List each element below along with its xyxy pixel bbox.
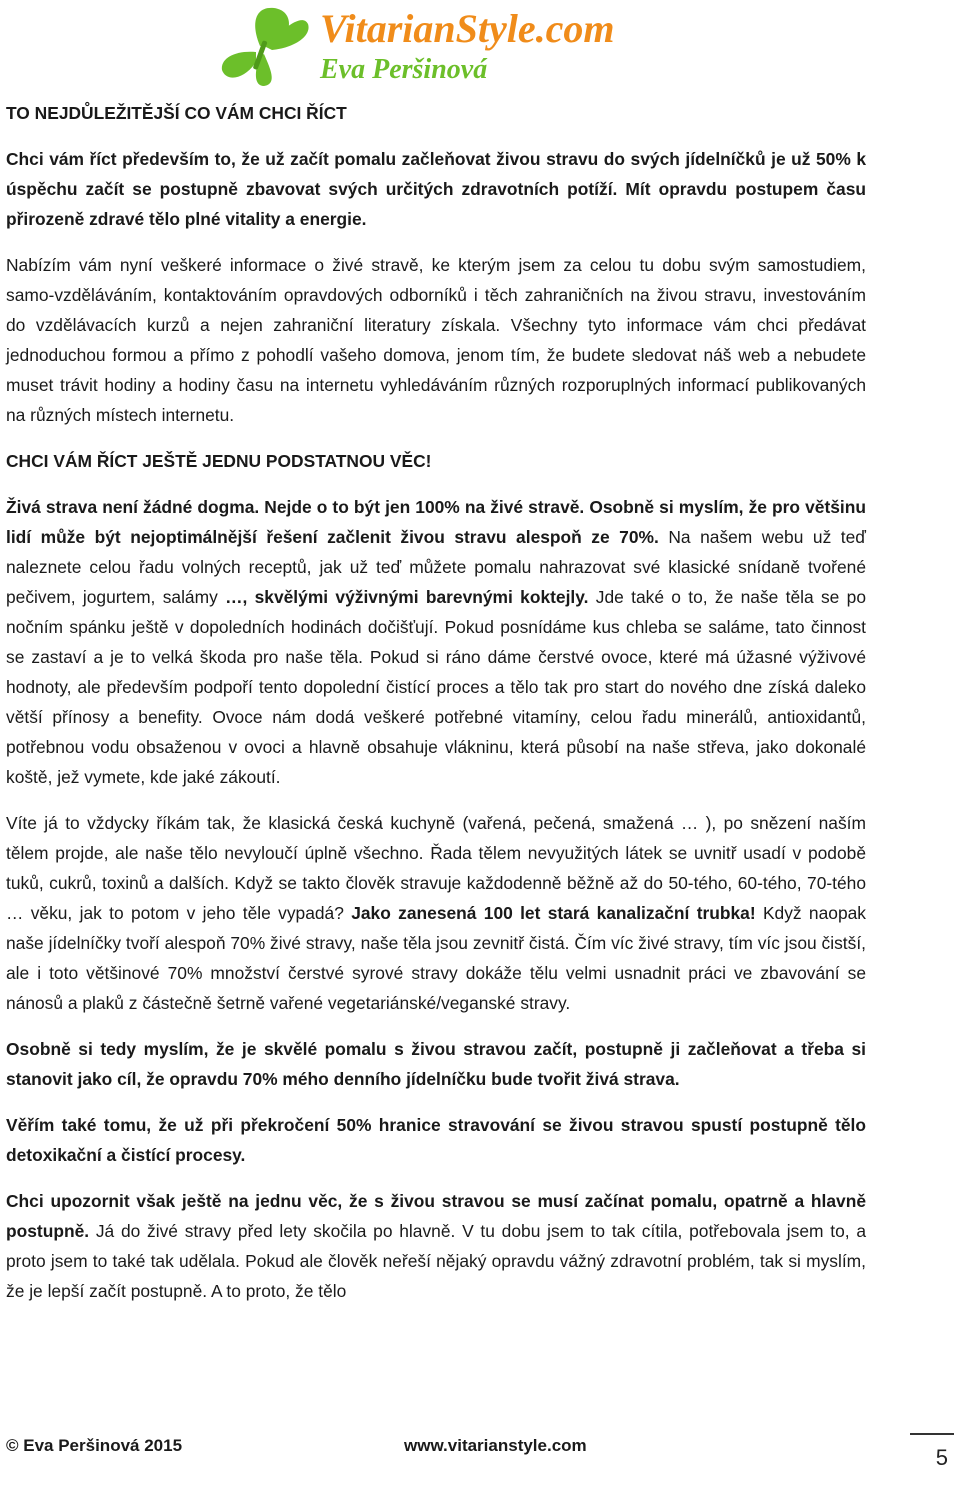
paragraph-dogma (6, 492, 866, 792)
paragraph-warning (6, 1186, 866, 1306)
page-number: 5 (935, 1445, 948, 1470)
bold-text: Chci upozornit však ještě na jednu věc, že s živou stravou se musí začínat pomalu, opatrně a hlavně postupně. (6, 1191, 866, 1241)
logo-graphic (212, 2, 652, 88)
brand-text: VitarianStyle.com (320, 6, 615, 51)
page-number-box (910, 1433, 954, 1483)
document-body (6, 98, 866, 1322)
butterfly-icon (222, 8, 309, 86)
footer-copyright: © Eva Peršinová 2015 (6, 1436, 183, 1455)
bold-text: …, skvělými výživnými barevnými koktejly. (225, 587, 589, 607)
bold-text: Osobně si tedy myslím, že je skvělé pomalu s živou stravou začít, postupně ji začleňovat a třeba si stanovit jako cíl, že opravdu 70% mého denního jídelníčku bude tvořit živá strava. (6, 1039, 866, 1089)
plain-text: Na našem webu už teď naleznete celou řadu volných receptů, jak už teď můžete pomalu nahrazovat své klasické snídaně tvořené pečivem, jogurtem, salámy (6, 527, 866, 607)
plain-text: Když naopak naše jídelníčky tvoří alespoň 70% živé stravy, naše těla jsou zevnitř čistá. Čím víc živé stravy, tím víc jsou čistší, ale i toto většinové 70% množství čerstvé syrové stravy dokáže tělu velmi usnadnit práci ve zbavování se nánosů a plaků z částečně šetrně vařené vegetariánské/veganské stravy. (6, 903, 866, 1013)
bold-text: Živá strava není žádné dogma. Nejde o to být jen 100% na živé stravě. Osobně si myslím, že pro většinu lidí může být nejoptimálnější řešení začlenit živou stravu alespoň ze 70%. (6, 497, 866, 547)
bold-text: Chci vám říct především to, že už začít pomalu začleňovat živou stravu do svých jídelníčků je už 50% k úspěchu začít se postupně zbavovat svých určitých zdravotních potíží. Mít opravdu postupem času přirozeně zdravé tělo plné vitality a energie. (6, 149, 866, 229)
bold-text: Věřím také tomu, že už při překročení 50% hranice stravování se živou stravou spustí postupně tělo detoxikační a čistící procesy. (6, 1115, 866, 1165)
section-heading: TO NEJDŮLEŽITĚJŠÍ CO VÁM CHCI ŘÍCT (6, 103, 347, 123)
paragraph-detox (6, 1110, 866, 1170)
plain-text: Víte já to vždycky říkám tak, že klasická česká kuchyně (vařená, pečená, smažená … ), po snězení naším tělem projde, ale naše tělo nevyloučí úplně všechno. Řada tělem nevyužitých látek se uvnitř usadí v podobě tuků, cukrů, toxinů a dalších. Když se takto člověk stravuje každodenně běžně až do 50-tého, 60-tého, 70-tého … věku, jak to potom v jeho těle vypadá? (6, 813, 866, 923)
bold-text: Jako zanesená 100 let stará kanalizační trubka! (351, 903, 756, 923)
plain-text: Já do živé stravy před lety skočila po hlavně. V tu dobu jsem to tak cítila, potřebovala jsem to, a proto jsem to také tak udělala. Pokud ale člověk neřeší nějaký opravdu vážný zdravotní problém, tak si myslím, že je lepší začít postupně. A to proto, že tělo (6, 1221, 866, 1301)
page-footer (6, 1433, 956, 1473)
paragraph-goal (6, 1034, 866, 1094)
paragraph-offer: Nabízím vám nyní veškeré informace o živé stravě, ke kterým jsem za celou tu dobu svým samostudiem, samo-vzděláváním, kontaktováním opravdových odborníků i těch zahraničních na živou stravu, investováním do vzdělávacích kurzů a nejen zahraniční literatury získala. Všechny tyto informace vám chci předávat jednoduchou formou a přímo z pohodlí vašeho domova, jenom tím, že budete sledovat náš web a nebudete muset trávit hodiny a hodiny času na internetu vyhledáváním různých rozporuplných informací publikovaných na různých místech internetu. (6, 255, 866, 425)
vitarianstyle-logo (212, 2, 652, 88)
author-text: Eva Peršinová (320, 54, 488, 85)
footer-website: www.vitarianstyle.com (404, 1436, 587, 1455)
paragraph-kitchen (6, 808, 866, 1018)
section-heading-2: CHCI VÁM ŘÍCT JEŠTĚ JEDNU PODSTATNOU VĚC! (6, 451, 432, 471)
plain-text: Jde také o to, že naše těla se po nočním spánku ještě v dopoledních hodinách dočišťují. Pokud posnídáme kus chleba se saláme, tato činnost se zastaví a je to velká škoda pro naše těla. Pokud si ráno dáme čerstvé ovoce, které má úžasné výživové hodnoty, ale především podpoří tento dopolední čistící proces a tělo tak pro start do nového dne získá daleko větší přínosy a benefity. Ovoce nám dodá veškeré potřebné vitamíny, celou řadu minerálů, antioxidantů, potřebnou vodu obsaženou v ovoci a hlavně obsahuje vlákninu, která působí na naše střeva, jako dokonalé koště, jež vymete, kde jaké zákoutí. (6, 587, 866, 787)
paragraph-intro (6, 144, 866, 234)
